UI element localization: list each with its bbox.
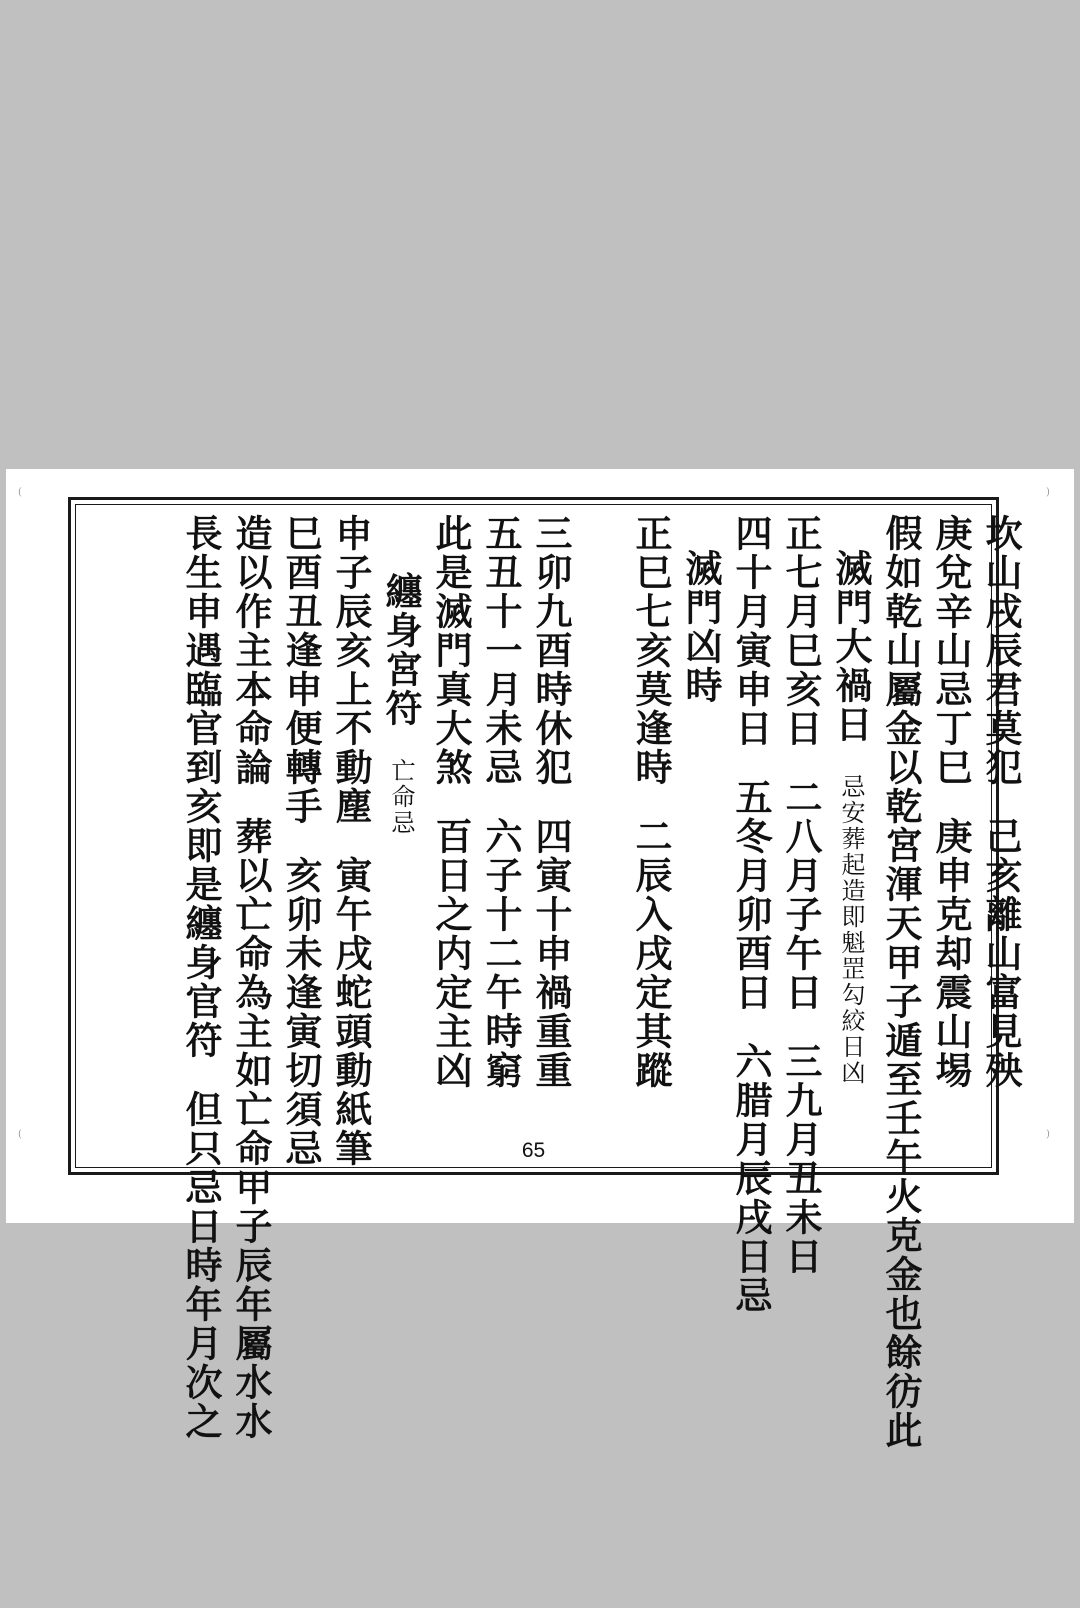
text-segment: 但只忌日時年月次之 xyxy=(179,1090,223,1441)
text-segment: 四十月寅申日 xyxy=(729,514,773,748)
text-column xyxy=(777,514,824,1276)
text-segment: 四寅十申禍重重 xyxy=(529,817,573,1090)
text-segment: 忌安葬起造即魁罡勾絞日凶 xyxy=(837,774,865,1086)
text-segment: 六腊月辰戌日忌 xyxy=(729,1042,773,1315)
text-segment: 二辰入戌定其蹤 xyxy=(629,817,673,1090)
text-segment: 百日之内定主凶 xyxy=(429,817,473,1090)
text-segment: 正巳七亥莫逢時 xyxy=(629,514,673,787)
scan-mark: ) xyxy=(1046,1129,1050,1140)
text-segment: 亡命忌 xyxy=(387,758,415,836)
text-segment: 假如乾山屬金以乾宮渾天甲子遁至壬午火克金也餘彷此 xyxy=(879,514,923,1450)
text-segment: 庚申克却震山埸 xyxy=(929,817,973,1090)
scan-mark: ( xyxy=(18,1129,22,1140)
text-segment: 長生申遇臨官到亥即是纏身官符 xyxy=(179,514,223,1060)
scan-mark: ( xyxy=(18,487,22,498)
text-segment: 坎山戌辰君莫犯 xyxy=(979,514,1023,787)
page-number: 65 xyxy=(521,1139,546,1162)
text-segment: 庚兌辛山忌丁巳 xyxy=(929,514,973,787)
text-segment: 纏身宮符 xyxy=(379,572,423,728)
scanned-page xyxy=(6,469,1074,1450)
text-column xyxy=(277,514,324,1168)
text-column xyxy=(227,514,274,1441)
page-border xyxy=(68,497,1023,1450)
text-segment: 正七月巳亥日 xyxy=(779,514,823,748)
text-column xyxy=(877,514,924,1450)
text-segment: 滅門大禍日 xyxy=(829,549,873,744)
text-segment: 葬以亡命為主如亡命甲子辰年屬水水 xyxy=(229,817,273,1441)
text-segment: 六子十二午時窮 xyxy=(479,817,523,1090)
text-column xyxy=(927,514,974,1154)
text-segment: 三九月丑未日 xyxy=(779,1042,823,1276)
text-segment: 五冬月卯酉日 xyxy=(729,778,773,1012)
text-segment: 造以作主本命論 xyxy=(229,514,273,787)
text-segment: 二八月子午日 xyxy=(779,778,823,1012)
text-column xyxy=(527,514,574,1154)
text-column xyxy=(377,514,424,1154)
text-column xyxy=(327,514,374,1168)
text-column xyxy=(977,514,1024,1154)
scan-mark: ) xyxy=(1046,487,1050,498)
text-segment: 五丑十一月未忌 xyxy=(479,514,523,787)
text-segment: 寅午戌蛇頭動紙筆 xyxy=(329,856,373,1168)
text-segment: 己亥離山富見殃 xyxy=(979,817,1023,1090)
text-segment: 申子辰亥上不動塵 xyxy=(329,514,373,826)
text-column xyxy=(627,514,674,1154)
text-column xyxy=(727,514,774,1315)
text-column xyxy=(477,514,524,1154)
text-segment: 亥卯未逢寅切須忌 xyxy=(279,856,323,1168)
text-column xyxy=(577,514,624,1154)
text-segment: 三卯九酉時休犯 xyxy=(529,514,573,787)
text-columns xyxy=(144,514,1024,1450)
text-segment: 滅門凶時 xyxy=(679,549,723,705)
text-column xyxy=(427,514,474,1154)
text-segment: 巳酉丑逢申便轉手 xyxy=(279,514,323,826)
text-column xyxy=(827,514,874,1154)
text-column xyxy=(677,514,724,1154)
text-column xyxy=(177,514,224,1441)
text-segment: 此是滅門真大煞 xyxy=(429,514,473,787)
